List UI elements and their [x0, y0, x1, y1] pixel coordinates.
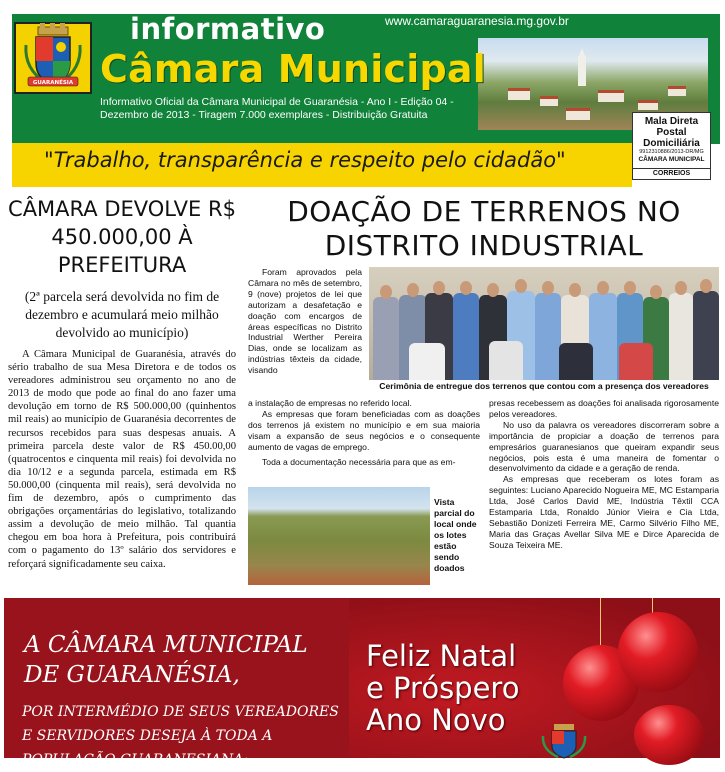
coat-of-arms-banner-text: GUARANÉSIA	[32, 80, 74, 86]
ad-greeting: Feliz Natal e Próspero Ano Novo	[366, 639, 520, 737]
column-c-paragraph: As empresas que receberam os lotes foram as seguintes: Luciano Aparecido Nogueira ME, MC Estamparia Ltda, José Carlos David ME, Indústria Têxtil CCA Estamparia Ltda, Ronaldo Júnior Vieira e Cia Ltda, Sebastião Donizeti Ferreira ME, Carmo Silvério Filho ME, Maria das Graças Avellar Silva ME e Dirce Aparecida de Souza Teixeira ME.	[489, 474, 719, 550]
left-article-headline: CÂMARA DEVOLVE R$ 450.000,00 À PREFEITURA	[8, 197, 236, 277]
christmas-ornament-icon	[634, 705, 704, 765]
church-tower	[578, 56, 586, 86]
ad-coat-of-arms-icon	[540, 722, 588, 758]
masthead	[0, 0, 725, 190]
ceremony-photo-caption: Cerimônia de entregue dos terrenos que contou com a presença dos vereadores	[379, 381, 709, 391]
masthead-kicker: informativo	[130, 12, 326, 46]
postal-stamp-line-1: Mala Direta	[644, 116, 699, 127]
ceremony-photo	[369, 267, 719, 380]
postal-stamp-code: 9912310886/2013-DR/MG	[639, 149, 704, 155]
website-url[interactable]: www.camaraguaranesia.mg.gov.br	[385, 14, 569, 28]
ad-headline: A CÂMARA MUNICIPAL DE GUARANÉSIA,	[24, 632, 308, 688]
postal-stamp	[632, 112, 711, 180]
postal-stamp-line-3: Domiciliária	[643, 138, 700, 149]
column-b-paragraph: a instalação de empresas no referido local.	[248, 398, 412, 408]
slogan: "Trabalho, transparência e respeito pelo cidadão"	[44, 148, 566, 172]
right-article-column-b	[248, 398, 480, 467]
postal-stamp-carrier: CORREIOS	[633, 168, 710, 179]
christmas-ornament-icon	[618, 612, 698, 692]
edition-info-line-1: Informativo Oficial da Câmara Municipal de Guaranésia - Ano I - Edição 04 -	[100, 96, 454, 108]
column-c-paragraph: presas recebessem as doações foi analisada rigorosamente pelos vereadores.	[489, 398, 719, 419]
left-article-body: A Câmara Municipal de Guaranésia, através do sério trabalho de sua Mesa Diretora e de todos os vereadores administrou seu orçamento no ano de 2013 de modo que pode ao final do ano fazer uma devolução em torno de R$ 500.000,00 (quinhentos mil reais) ao município de Guaranésia decorrentes de recursos recebidos para suas despesas anuais. A primeira parcela deste valor de R$ 450.00,00 (quatrocentos e cinquenta mil reais) foi devolvida no dia 10/12 e a segunda parcela, estimada em R$ 50.000,00 (cinquenta mil reais), será devolvida no fim de dezembro, após o cumprimento das obrigações orçamentárias do legislativo, totalizando assim a devolução de meio milhão. Tal quantia chegou em boa hora à Prefeitura, pois contribuirá com o pagamento do 13º salário dos servidores e reforçará significadamente seu caixa.	[8, 349, 236, 570]
coat-of-arms-icon	[22, 25, 84, 91]
industrial-district-photo	[248, 487, 430, 585]
column-b-paragraph: Toda a documentação necessária para que as em-	[262, 456, 456, 467]
column-c-paragraph: No uso da palavra os vereadores discorreram sobre a importância de propiciar a doação de terrenos para empresários guaranesianos que queiram expandir seus negócios, pois esta é uma maneira de fomentar o desenvolvimento da cidade e a geração de renda.	[489, 419, 719, 474]
column-b-paragraph: As empresas que foram beneficiadas com as doações dos terrenos já existem no município e em sua maioria visam a expansão de seus negócios e o consequente aumento de vagas de emprego.	[248, 408, 480, 452]
right-article-column-a: Foram aprovados pela Câmara no mês de setembro, 9 (nove) projetos de lei que autorizam a desafetação e doação com encargos de áreas específicas no Distrito Industrial Werther Pereira Dias, onde se localizam as indústrias têxteis da cidade, visando	[248, 267, 362, 376]
ad-message: POR INTERMÉDIO DE SEUS VEREADORES E SERVIDORES DESEJA À TODA A POPULAÇÃO GUARANESIANA:	[22, 704, 339, 768]
right-article-column-c	[489, 398, 719, 551]
masthead-title: Câmara Municipal	[100, 47, 486, 91]
ornament-string	[600, 598, 601, 646]
left-article-subheadline: (2ª parcela será devolvida no fim de dezembro e acumulará meio milhão devolvido ao município)	[24, 289, 220, 340]
edition-info-line-2: Dezembro de 2013 - Tiragem 7.000 exemplares - Distribuição Gratuita	[100, 109, 428, 121]
postal-stamp-line-2: Postal	[656, 127, 687, 138]
right-article-headline: DOAÇÃO DE TERRENOS NO DISTRITO INDUSTRIAL	[287, 195, 681, 262]
postal-stamp-sender: CÂMARA MUNICIPAL	[638, 156, 705, 163]
industrial-district-photo-caption: Vista parcial do local onde os lotes estão sendo doados	[434, 497, 477, 573]
